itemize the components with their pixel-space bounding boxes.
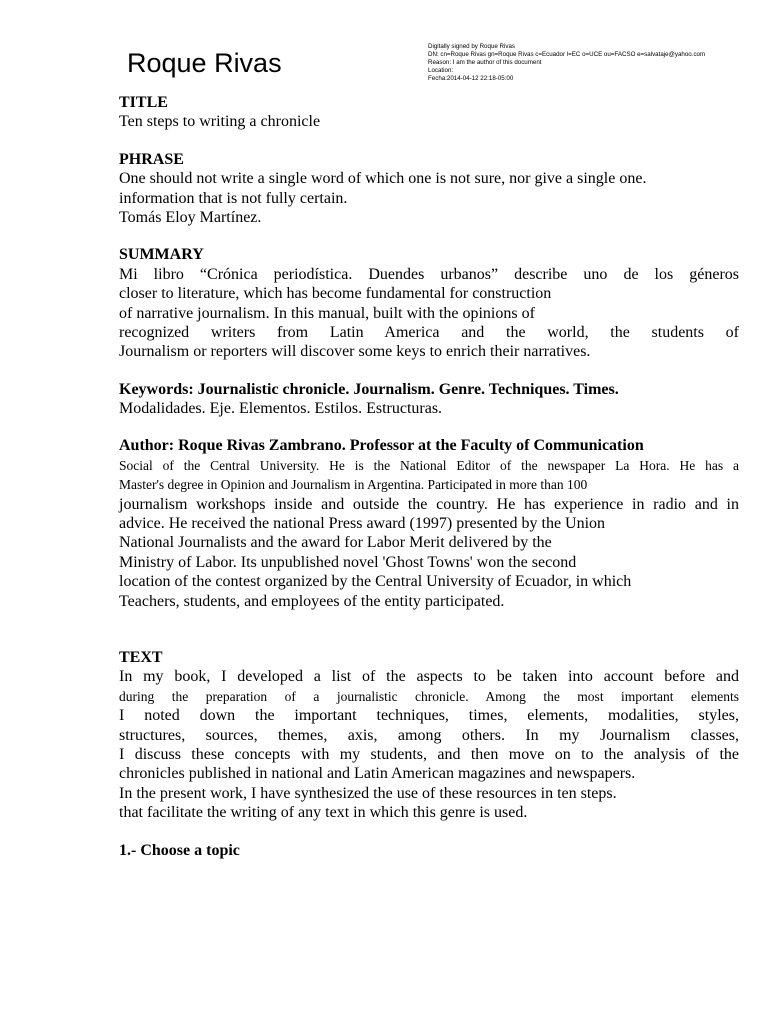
digital-signature-block [428,43,705,83]
summary-line: Journalism or reporters will discover some keys to enrich their narratives. [119,343,591,361]
author-line: Social of the Central University. He is the National Editor of the newspaper La Hora. He has a [119,457,739,473]
step-one-heading: 1.- Choose a topic [119,841,240,859]
author-line: journalism workshops inside and outside the country. He has experience in radio and in [119,495,739,513]
text-heading: TEXT [119,648,163,666]
summary-line: recognized writers from Latin America and the world, the students of [119,323,739,341]
text-line: that facilitate the writing of any text in which this genre is used. [119,804,528,822]
signature-line: Fecha:2014-04-12 22:18-05:00 [428,75,514,82]
text-line: structures, sources, themes, axis, among others. In my Journalism classes, [119,726,739,744]
keywords-section [119,380,739,419]
summary-heading: SUMMARY [119,246,204,264]
text-line: In my book, I developed a list of the aspects to be taken into account before and [119,668,739,686]
signature-line: DN: cn=Roque Rivas gn=Roque Rivas c=Ecuador l=EC o=UCE ou=FACSO e=salvataje@yahoo.com [428,51,706,58]
author-line: advice. He received the national Press award (1997) presented by the Union [119,515,606,533]
text-line: during the preparation of a journalistic chronicle. Among the most important elements [119,688,739,704]
author-section [119,436,739,611]
signature-name: Roque Rivas [127,48,282,78]
keywords-line: Keywords: Journalistic chronicle. Journalism. Genre. Techniques. Times. [119,380,619,398]
phrase-line: Tomás Eloy Martínez. [119,208,262,226]
author-line: Teachers, students, and employees of the entity participated. [119,592,505,610]
author-heading: Author: Roque Rivas Zambrano. Professor at the Faculty of Communication [119,437,644,455]
summary-line: of narrative journalism. In this manual, built with the opinions of [119,304,535,322]
title-heading: TITLE [119,94,168,111]
author-line: National Journalists and the award for Labor Merit delivered by the [119,534,552,552]
summary-line: Mi libro “Crónica periodística. Duendes urbanos” describe uno de los géneros [119,265,739,283]
signature-line: Reason: I am the author of this document [428,59,542,66]
phrase-section [119,150,739,228]
phrase-line: information that is not fully certain. [119,189,348,207]
title-section [119,93,739,132]
text-line: I discuss these concepts with my students, and then move on to the analysis of the [119,745,739,763]
author-line: Master's degree in Opinion and Journalism in Argentina. Participated in more than 100 [119,477,588,493]
phrase-heading: PHRASE [119,150,184,168]
text-line: I noted down the important techniques, times, elements, modalities, styles, [119,707,739,725]
phrase-line: One should not write a single word of which one is not sure, nor give a single one. [119,170,647,188]
text-section [119,648,739,823]
signature-line: Digitally signed by Roque Rivas [428,43,516,50]
text-line: In the present work, I have synthesized the use of these resources in ten steps. [119,784,617,802]
author-line: location of the contest organized by the Central University of Ecuador, in which [119,573,632,591]
text-line: chronicles published in national and Latin American magazines and newspapers. [119,765,636,783]
title-text: Ten steps to writing a chronicle [119,113,321,131]
summary-line: closer to literature, which has become fundamental for construction [119,285,552,303]
document-body [119,93,739,860]
signature-line: Location: [428,67,454,74]
summary-section [119,245,739,361]
author-line: Ministry of Labor. Its unpublished novel 'Ghost Towns' won the second [119,553,577,571]
keywords-line: Modalidades. Eje. Elementos. Estilos. Estructuras. [119,400,443,418]
